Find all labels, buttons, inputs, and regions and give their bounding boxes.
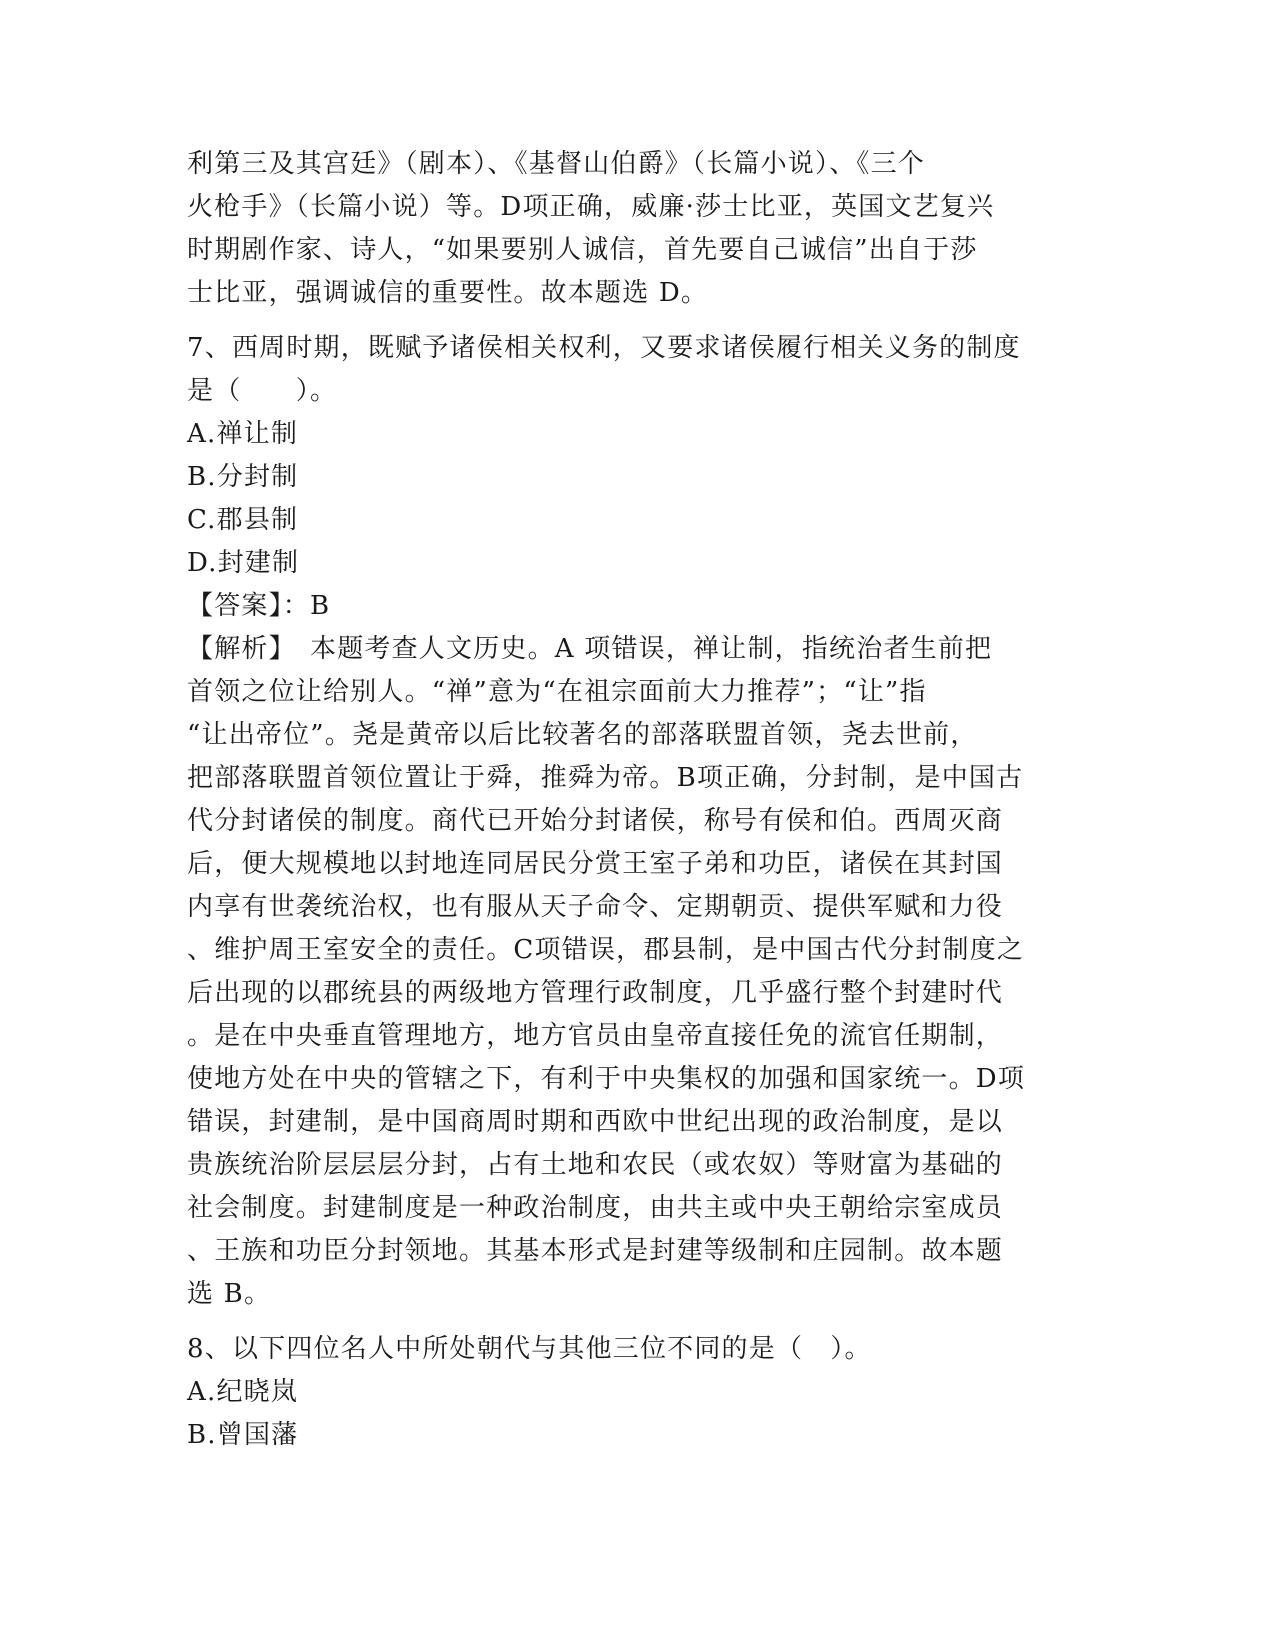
- option-a: A.禅让制: [187, 419, 299, 449]
- text-line: 利第三及其宫廷》（剧本）、《基督山伯爵》（长篇小说）、《三个: [187, 149, 926, 179]
- analysis-line: 首领之位让给别人。“禅”意为“在祖宗面前大力推荐”；“让”指: [187, 677, 927, 707]
- paragraph-gap: [187, 315, 1087, 327]
- text-line: 时期剧作家、诗人，“如果要别人诚信，首先要自己诚信”出自于莎: [187, 235, 978, 265]
- question-stem: 是（ ）。: [187, 376, 338, 406]
- analysis-line: 后，便大规模地以封地连同居民分赏王室子弟和功臣，诸侯在其封国: [187, 849, 1004, 879]
- analysis-line: “让出帝位”。尧是黄帝以后比较著名的部落联盟首领，尧去世前，: [187, 720, 978, 750]
- analysis-line: 贵族统治阶层层层分封，占有土地和农民（或农奴）等财富为基础的: [187, 1150, 1004, 1180]
- analysis-line: 内享有世袭统治权，也有服从天子命令、定期朝贡、提供军赋和力役: [187, 892, 1004, 922]
- analysis-line: 【解析】 本题考查人文历史。A 项错误，禅让制，指统治者生前把: [187, 634, 993, 664]
- analysis-line: 选 B。: [187, 1279, 272, 1309]
- option-c: C.郡县制: [187, 505, 299, 535]
- paragraph-gap: [187, 1316, 1087, 1328]
- option-d: D.封建制: [187, 548, 300, 578]
- answer-line: 【答案】：B: [187, 591, 331, 621]
- analysis-line: 、维护周王室安全的责任。C项错误，郡县制，是中国古代分封制度之: [187, 935, 1025, 965]
- text-line: 火枪手》（长篇小说）等。D项正确，威廉·莎士比亚，英国文艺复兴: [187, 192, 995, 222]
- option-a: A.纪晓岚: [187, 1377, 299, 1407]
- question-8: [187, 1328, 1087, 1457]
- analysis-line: 后出现的以郡统县的两级地方管理行政制度，几乎盛行整个封建时代: [187, 978, 1004, 1008]
- analysis-line: 。是在中央垂直管理地方，地方官员由皇帝直接任免的流官任期制，: [187, 1021, 1004, 1051]
- question-7: [187, 327, 1087, 1316]
- analysis-line: 代分封诸侯的制度。商代已开始分封诸侯，称号有侯和伯。西周灭商: [187, 806, 1004, 836]
- page-content: [187, 143, 1087, 1457]
- analysis-line: 错误，封建制，是中国商周时期和西欧中世纪出现的政治制度，是以: [187, 1107, 1004, 1137]
- analysis-line: 使地方处在中央的管辖之下，有利于中央集权的加强和国家统一。D项: [187, 1064, 1026, 1094]
- question-stem: 8、以下四位名人中所处朝代与其他三位不同的是（ ）。: [187, 1334, 872, 1364]
- option-b: B.曾国藩: [187, 1420, 299, 1450]
- text-line: 士比亚，强调诚信的重要性。故本题选 D。: [187, 278, 709, 308]
- previous-explanation: [187, 143, 1087, 315]
- analysis-line: 把部落联盟首领位置让于舜，推舜为帝。B项正确，分封制，是中国古: [187, 763, 1024, 793]
- analysis-line: 社会制度。封建制度是一种政治制度，由共主或中央王朝给宗室成员: [187, 1193, 1004, 1223]
- option-b: B.分封制: [187, 462, 299, 492]
- question-stem: 7、西周时期，既赋予诸侯相关权利，又要求诸侯履行相关义务的制度: [187, 333, 1021, 363]
- analysis-line: 、王族和功臣分封领地。其基本形式是封建等级制和庄园制。故本题: [187, 1236, 1004, 1266]
